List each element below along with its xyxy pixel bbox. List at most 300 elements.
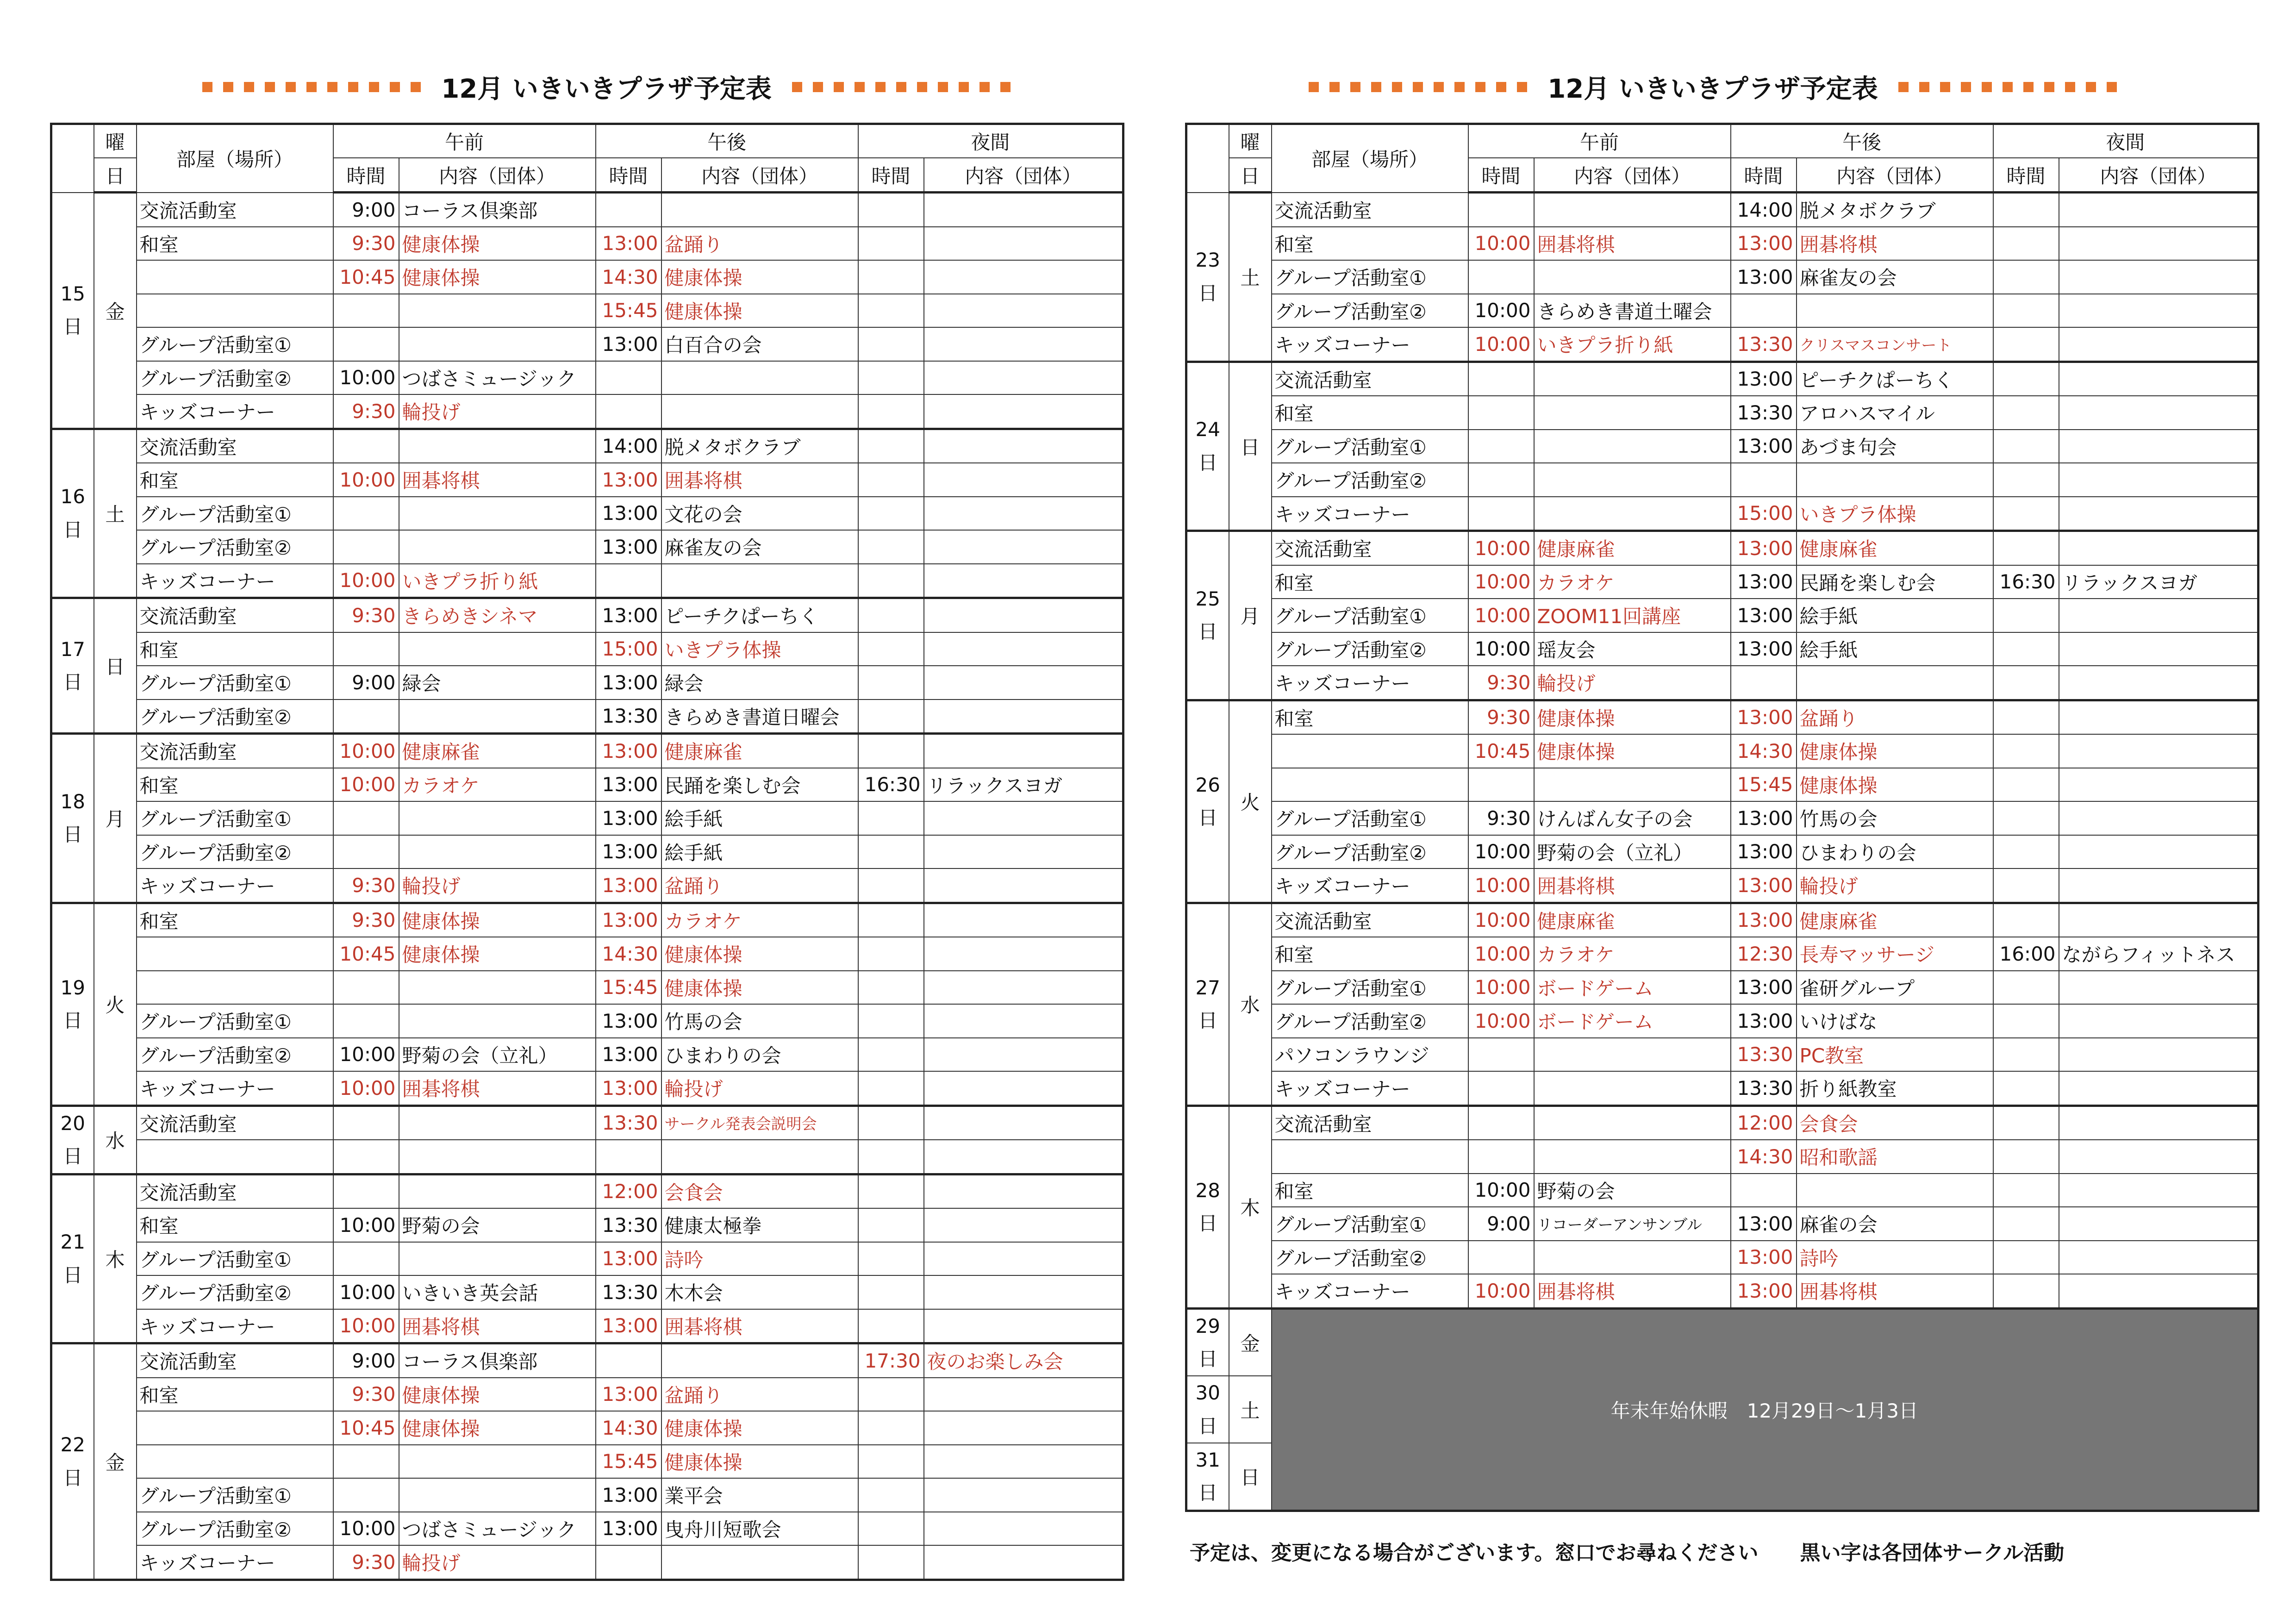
pm-time: 13:30 bbox=[596, 1106, 661, 1140]
pm-content: 健康体操 bbox=[661, 1411, 858, 1445]
title-dot bbox=[2003, 82, 2013, 92]
am-time: 10:00 bbox=[333, 361, 399, 395]
night-time bbox=[1993, 1274, 2059, 1308]
night-content bbox=[2059, 260, 2259, 294]
am-time bbox=[333, 700, 399, 734]
schedule-row bbox=[51, 1004, 1123, 1038]
date-text: 19 bbox=[60, 976, 85, 999]
am-time bbox=[1468, 463, 1534, 497]
am-time bbox=[333, 294, 399, 328]
pm-content bbox=[661, 394, 858, 429]
date-text: 日 bbox=[1198, 1481, 1218, 1505]
schedule-row bbox=[51, 1378, 1123, 1412]
am-content bbox=[1534, 193, 1731, 227]
room-cell: 交流活動室 bbox=[137, 734, 333, 768]
night-content bbox=[924, 937, 1123, 971]
night-content bbox=[924, 1478, 1123, 1512]
am-time: 10:00 bbox=[1468, 937, 1534, 971]
pm-time: 13:00 bbox=[596, 497, 661, 531]
header-time: 時間 bbox=[1731, 158, 1797, 193]
pm-time: 13:00 bbox=[1731, 835, 1797, 869]
schedule-row bbox=[1186, 632, 2259, 666]
room-cell: パソコンラウンジ bbox=[1272, 1038, 1468, 1072]
date-text: 日 bbox=[1198, 1414, 1218, 1437]
night-content bbox=[924, 463, 1123, 497]
pm-content bbox=[661, 193, 858, 227]
title-dot bbox=[1517, 82, 1527, 92]
night-time bbox=[1993, 835, 2059, 869]
am-content bbox=[399, 1106, 596, 1140]
pm-content: 麻雀友の会 bbox=[1797, 260, 1993, 294]
pm-content: 緑会 bbox=[661, 666, 858, 700]
title-dot bbox=[1919, 82, 1929, 92]
header-room: 部屋（場所） bbox=[137, 124, 333, 193]
night-content bbox=[2059, 1038, 2259, 1072]
pm-time bbox=[1731, 666, 1797, 700]
schedule-row bbox=[51, 835, 1123, 869]
am-content: 健康体操 bbox=[1534, 700, 1731, 734]
night-time bbox=[858, 1309, 924, 1343]
night-time bbox=[1993, 362, 2059, 396]
title-dot bbox=[1434, 82, 1444, 92]
schedule-row bbox=[1186, 327, 2259, 362]
am-content bbox=[399, 1004, 596, 1038]
room-cell: グループ活動室① bbox=[1272, 971, 1468, 1005]
am-time bbox=[1468, 362, 1534, 396]
pm-time: 13:00 bbox=[596, 903, 661, 937]
am-time: 9:30 bbox=[333, 903, 399, 937]
date-text: 日 bbox=[1198, 1347, 1218, 1370]
am-content: 健康体操 bbox=[399, 227, 596, 261]
night-time bbox=[1993, 396, 2059, 430]
date-text: 日 bbox=[63, 1009, 83, 1032]
date-text: 日 bbox=[63, 1145, 83, 1168]
am-time bbox=[333, 1478, 399, 1512]
title-dot bbox=[1982, 82, 1992, 92]
pm-content: ピーチクぱーちく bbox=[661, 598, 858, 632]
header-content: 内容（団体） bbox=[1797, 158, 1993, 193]
night-time bbox=[858, 564, 924, 598]
date-text: 日 bbox=[1198, 1212, 1218, 1235]
night-content bbox=[924, 1242, 1123, 1276]
night-time bbox=[858, 497, 924, 531]
pm-content: いきプラ体操 bbox=[1797, 497, 1993, 531]
pm-content: 折り紙教室 bbox=[1797, 1071, 1993, 1106]
date-text: 20 bbox=[60, 1112, 85, 1135]
pm-time: 13:00 bbox=[1731, 971, 1797, 1005]
night-content bbox=[924, 1140, 1123, 1174]
night-content bbox=[2059, 868, 2259, 903]
night-content bbox=[2059, 497, 2259, 531]
pm-time: 13:30 bbox=[1731, 1038, 1797, 1072]
room-cell: キッズコーナー bbox=[137, 1309, 333, 1343]
date-cell bbox=[1186, 1106, 1229, 1308]
pm-content: 詩吟 bbox=[661, 1242, 858, 1276]
room-cell: キッズコーナー bbox=[1272, 497, 1468, 531]
title-dot bbox=[1961, 82, 1971, 92]
am-time: 10:45 bbox=[1468, 734, 1534, 768]
am-content: 輪投げ bbox=[399, 1545, 596, 1580]
night-content bbox=[924, 294, 1123, 328]
pm-content: 絵手紙 bbox=[661, 801, 858, 835]
room-cell: キッズコーナー bbox=[1272, 1071, 1468, 1106]
night-time bbox=[858, 868, 924, 903]
am-content: リコーダーアンサンブル bbox=[1534, 1207, 1731, 1241]
title-dot bbox=[390, 82, 400, 92]
schedule-row bbox=[51, 971, 1123, 1005]
night-content bbox=[924, 1106, 1123, 1140]
header-time: 時間 bbox=[596, 158, 661, 193]
title-dot bbox=[1496, 82, 1506, 92]
pm-content: 健康体操 bbox=[661, 971, 858, 1005]
date-cell bbox=[51, 193, 94, 429]
night-content: 夜のお楽しみ会 bbox=[924, 1343, 1123, 1378]
room-cell: キッズコーナー bbox=[1272, 1274, 1468, 1308]
weekday-cell: 水 bbox=[94, 1106, 137, 1174]
night-content bbox=[924, 903, 1123, 937]
am-content: 野菊の会 bbox=[1534, 1174, 1731, 1207]
pm-time: 13:00 bbox=[596, 1004, 661, 1038]
am-time bbox=[333, 835, 399, 869]
pm-content: 業平会 bbox=[661, 1478, 858, 1512]
date-cell bbox=[51, 903, 94, 1106]
night-content bbox=[2059, 734, 2259, 768]
night-time bbox=[1993, 1004, 2059, 1038]
date-cell bbox=[1186, 700, 1229, 903]
schedule-row bbox=[1186, 903, 2259, 937]
pm-time: 13:00 bbox=[1731, 1241, 1797, 1274]
title-dot bbox=[1475, 82, 1485, 92]
pm-time: 15:00 bbox=[1731, 497, 1797, 531]
night-content bbox=[924, 1378, 1123, 1412]
pm-content bbox=[1797, 666, 1993, 700]
am-content bbox=[399, 632, 596, 666]
night-time bbox=[858, 1478, 924, 1512]
am-content: ボードゲーム bbox=[1534, 971, 1731, 1005]
am-content: 囲碁将棋 bbox=[399, 463, 596, 497]
title-dot bbox=[2044, 82, 2054, 92]
am-content bbox=[1534, 497, 1731, 531]
night-time bbox=[858, 1445, 924, 1479]
date-text: 日 bbox=[63, 518, 83, 541]
night-time bbox=[1993, 599, 2059, 632]
am-content: 健康麻雀 bbox=[1534, 903, 1731, 937]
schedule-row bbox=[51, 1545, 1123, 1580]
room-cell: グループ活動室① bbox=[137, 1478, 333, 1512]
night-time bbox=[858, 361, 924, 395]
pm-content: いけばな bbox=[1797, 1004, 1993, 1038]
title-dot bbox=[2023, 82, 2034, 92]
night-time bbox=[1993, 734, 2059, 768]
pm-time: 13:30 bbox=[596, 700, 661, 734]
date-text: 日 bbox=[1198, 806, 1218, 829]
date-text: 23 bbox=[1195, 249, 1220, 272]
room-cell: 和室 bbox=[137, 1378, 333, 1412]
weekday-cell: 火 bbox=[94, 903, 137, 1106]
room-cell bbox=[137, 937, 333, 971]
night-time bbox=[858, 700, 924, 734]
pm-content: 盆踊り bbox=[661, 868, 858, 903]
am-time: 9:00 bbox=[333, 666, 399, 700]
am-time bbox=[333, 1004, 399, 1038]
night-content bbox=[2059, 801, 2259, 835]
schedule-row bbox=[1186, 1106, 2259, 1140]
room-cell: 交流活動室 bbox=[1272, 531, 1468, 565]
room-cell: 和室 bbox=[1272, 227, 1468, 261]
title-dot bbox=[792, 82, 802, 92]
am-content: 健康体操 bbox=[399, 1378, 596, 1412]
night-content bbox=[924, 632, 1123, 666]
night-content bbox=[924, 1174, 1123, 1208]
pm-time: 12:00 bbox=[596, 1174, 661, 1208]
title-dots-right bbox=[792, 82, 1011, 92]
pm-content: 脱メタボクラブ bbox=[1797, 193, 1993, 227]
am-time bbox=[1468, 1140, 1534, 1174]
night-time bbox=[1993, 193, 2059, 227]
pm-content: サークル発表会説明会 bbox=[661, 1106, 858, 1140]
page-title-left bbox=[51, 64, 1162, 110]
title-dot bbox=[1898, 82, 1909, 92]
schedule-row bbox=[51, 768, 1123, 802]
am-content bbox=[1534, 1140, 1731, 1174]
room-cell: グループ活動室② bbox=[137, 1275, 333, 1309]
am-time: 10:45 bbox=[333, 260, 399, 294]
night-time bbox=[858, 429, 924, 463]
room-cell: 和室 bbox=[137, 903, 333, 937]
night-time bbox=[1993, 768, 2059, 802]
night-content bbox=[924, 1445, 1123, 1479]
pm-time: 13:00 bbox=[1731, 903, 1797, 937]
pm-content: 囲碁将棋 bbox=[1797, 227, 1993, 261]
am-content bbox=[399, 1174, 596, 1208]
pm-content: 健康麻雀 bbox=[1797, 531, 1993, 565]
title-dot bbox=[223, 82, 233, 92]
schedule-row bbox=[1186, 801, 2259, 835]
header-time: 時間 bbox=[858, 158, 924, 193]
night-time bbox=[1993, 1140, 2059, 1174]
night-content bbox=[2059, 1071, 2259, 1106]
room-cell: キッズコーナー bbox=[137, 564, 333, 598]
night-content bbox=[2059, 1106, 2259, 1140]
date-text: 21 bbox=[60, 1230, 85, 1254]
am-time bbox=[1468, 1241, 1534, 1274]
pm-time: 13:00 bbox=[1731, 362, 1797, 396]
room-cell: 交流活動室 bbox=[137, 1174, 333, 1208]
title-dot bbox=[875, 82, 886, 92]
night-time bbox=[1993, 1071, 2059, 1106]
pm-time bbox=[596, 1545, 661, 1580]
date-text: 17 bbox=[60, 637, 85, 661]
weekday-cell: 土 bbox=[94, 429, 137, 598]
am-content: いきプラ折り紙 bbox=[1534, 327, 1731, 362]
title-dot bbox=[369, 82, 379, 92]
room-cell: 和室 bbox=[1272, 937, 1468, 971]
am-time: 10:00 bbox=[1468, 835, 1534, 869]
pm-content: いきプラ体操 bbox=[661, 632, 858, 666]
am-content: ボードゲーム bbox=[1534, 1004, 1731, 1038]
pm-content: ピーチクぱーちく bbox=[1797, 362, 1993, 396]
am-content: 健康体操 bbox=[399, 1411, 596, 1445]
night-content bbox=[924, 971, 1123, 1005]
am-time bbox=[1468, 1071, 1534, 1106]
night-content bbox=[2059, 463, 2259, 497]
night-content bbox=[2059, 430, 2259, 463]
night-time: 17:30 bbox=[858, 1343, 924, 1378]
pm-content: 健康太極拳 bbox=[661, 1208, 858, 1242]
room-cell: グループ活動室① bbox=[1272, 430, 1468, 463]
title-dot bbox=[1309, 82, 1319, 92]
weekday-cell: 水 bbox=[1229, 903, 1272, 1106]
night-time: 16:30 bbox=[1993, 565, 2059, 599]
date-cell bbox=[1186, 1308, 1229, 1376]
date-text: 27 bbox=[1195, 976, 1220, 999]
room-cell: 和室 bbox=[1272, 396, 1468, 430]
am-time: 10:00 bbox=[333, 768, 399, 802]
pm-content bbox=[661, 361, 858, 395]
am-time: 10:00 bbox=[333, 463, 399, 497]
am-time: 9:00 bbox=[1468, 1207, 1534, 1241]
schedule-row bbox=[1186, 294, 2259, 328]
schedule-row bbox=[51, 394, 1123, 429]
am-time bbox=[333, 1242, 399, 1276]
night-content bbox=[2059, 835, 2259, 869]
room-cell: キッズコーナー bbox=[137, 868, 333, 903]
night-content bbox=[924, 227, 1123, 261]
night-content bbox=[2059, 768, 2259, 802]
am-time bbox=[1468, 430, 1534, 463]
room-cell: 交流活動室 bbox=[1272, 903, 1468, 937]
pm-time: 13:00 bbox=[596, 327, 661, 361]
room-cell: グループ活動室② bbox=[137, 1038, 333, 1072]
pm-time: 13:00 bbox=[596, 734, 661, 768]
title-dot bbox=[855, 82, 865, 92]
am-content bbox=[399, 327, 596, 361]
night-content bbox=[924, 530, 1123, 564]
room-cell bbox=[137, 1140, 333, 1174]
schedule-row bbox=[1186, 734, 2259, 768]
weekday-cell: 月 bbox=[1229, 531, 1272, 700]
date-text: 日 bbox=[1198, 620, 1218, 643]
night-content bbox=[2059, 903, 2259, 937]
am-content bbox=[399, 1140, 596, 1174]
pm-time: 13:00 bbox=[1731, 599, 1797, 632]
night-content bbox=[924, 801, 1123, 835]
schedule-row bbox=[51, 1106, 1123, 1140]
pm-content bbox=[1797, 294, 1993, 328]
schedule-row bbox=[51, 1275, 1123, 1309]
am-time: 9:00 bbox=[333, 193, 399, 227]
night-time bbox=[1993, 971, 2059, 1005]
pm-time: 13:00 bbox=[596, 768, 661, 802]
night-content bbox=[924, 734, 1123, 768]
night-time bbox=[1993, 430, 2059, 463]
title-dot bbox=[244, 82, 254, 92]
date-text: 日 bbox=[63, 1466, 83, 1489]
weekday-cell: 木 bbox=[94, 1174, 137, 1343]
date-cell bbox=[51, 734, 94, 903]
am-time: 10:00 bbox=[333, 1038, 399, 1072]
title-dot bbox=[1413, 82, 1423, 92]
date-cell bbox=[1186, 362, 1229, 531]
room-cell: グループ活動室② bbox=[137, 1512, 333, 1546]
holiday-row bbox=[1186, 1308, 2259, 1376]
room-cell: キッズコーナー bbox=[137, 1071, 333, 1106]
am-time bbox=[1468, 768, 1534, 802]
night-content bbox=[924, 598, 1123, 632]
pm-time: 13:00 bbox=[596, 1512, 661, 1546]
night-content bbox=[2059, 1241, 2259, 1274]
night-time bbox=[858, 1140, 924, 1174]
pm-content: 囲碁将棋 bbox=[661, 463, 858, 497]
schedule-row bbox=[51, 1411, 1123, 1445]
header-time: 時間 bbox=[333, 158, 399, 193]
header-room: 部屋（場所） bbox=[1272, 124, 1468, 193]
date-cell bbox=[1186, 193, 1229, 362]
schedule-row bbox=[1186, 430, 2259, 463]
pm-time: 13:00 bbox=[1731, 632, 1797, 666]
room-cell bbox=[137, 260, 333, 294]
pm-content: 竹馬の会 bbox=[661, 1004, 858, 1038]
schedule-row bbox=[51, 1309, 1123, 1343]
title-dot bbox=[896, 82, 906, 92]
pm-content: 囲碁将棋 bbox=[661, 1309, 858, 1343]
pm-content: 健康麻雀 bbox=[1797, 903, 1993, 937]
am-content: きらめき書道土曜会 bbox=[1534, 294, 1731, 328]
date-cell bbox=[51, 598, 94, 734]
am-time bbox=[1468, 396, 1534, 430]
night-time bbox=[1993, 1038, 2059, 1072]
weekday-cell: 金 bbox=[1229, 1308, 1272, 1376]
header-weekday-2: 日 bbox=[1229, 158, 1272, 193]
night-content bbox=[2059, 971, 2259, 1005]
am-content bbox=[399, 530, 596, 564]
title-dot bbox=[1329, 82, 1340, 92]
schedule-row bbox=[51, 1445, 1123, 1479]
night-content bbox=[924, 835, 1123, 869]
date-text: 日 bbox=[1198, 281, 1218, 305]
night-time bbox=[1993, 903, 2059, 937]
am-content bbox=[1534, 463, 1731, 497]
pm-content: あづま句会 bbox=[1797, 430, 1993, 463]
pm-content: アロハスマイル bbox=[1797, 396, 1993, 430]
am-content bbox=[1534, 430, 1731, 463]
am-content: カラオケ bbox=[1534, 937, 1731, 971]
am-content: 囲碁将棋 bbox=[1534, 1274, 1731, 1308]
holiday-banner: 年末年始休暇 12月29日～1月3日 bbox=[1272, 1308, 2259, 1511]
pm-content: 曳舟川短歌会 bbox=[661, 1512, 858, 1546]
schedule-row bbox=[51, 361, 1123, 395]
schedule-row bbox=[1186, 1004, 2259, 1038]
night-content bbox=[2059, 193, 2259, 227]
schedule-row bbox=[1186, 565, 2259, 599]
schedule-row bbox=[1186, 396, 2259, 430]
pm-content: 脱メタボクラブ bbox=[661, 429, 858, 463]
pm-time: 12:30 bbox=[1731, 937, 1797, 971]
date-text: 日 bbox=[63, 671, 83, 693]
schedule-row bbox=[1186, 193, 2259, 227]
schedule-row bbox=[1186, 768, 2259, 802]
schedule-table-right bbox=[1185, 123, 2259, 1512]
room-cell: グループ活動室① bbox=[137, 666, 333, 700]
pm-content bbox=[661, 1343, 858, 1378]
pm-content bbox=[661, 1140, 858, 1174]
pm-time: 13:30 bbox=[596, 1208, 661, 1242]
pm-time bbox=[1731, 294, 1797, 328]
am-content: ZOOM11回講座 bbox=[1534, 599, 1731, 632]
date-cell bbox=[1186, 531, 1229, 700]
pm-time: 13:00 bbox=[1731, 1274, 1797, 1308]
night-content: リラックスヨガ bbox=[924, 768, 1123, 802]
